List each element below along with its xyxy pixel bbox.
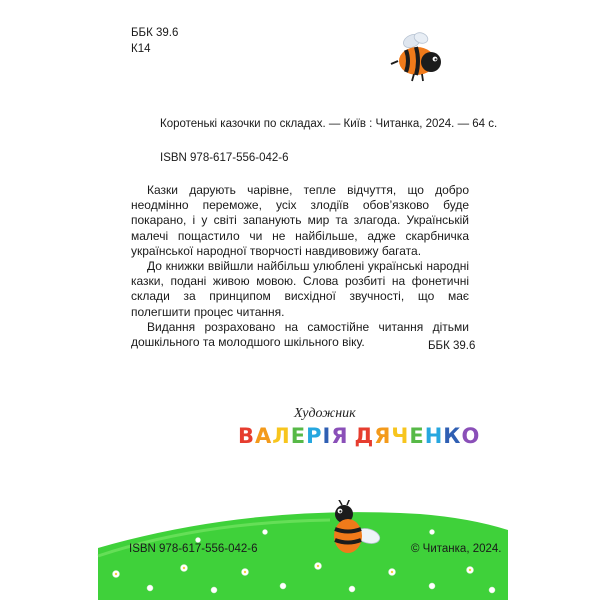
annotation-paragraph: Видання розраховано на самостійне читання дітьми дошкільного та молодшого шкільного віку. [131, 319, 469, 350]
artist-label: Художник [294, 406, 356, 421]
artist-name-letter: Я [374, 424, 392, 448]
isbn-footer: ISBN 978-617-556-042-6 [129, 543, 258, 555]
bbk-code-top: ББК 39.6 [131, 27, 179, 39]
artist-name-letter: І [322, 424, 332, 448]
annotation-paragraph: До книжки ввійшли найбільш улюблені українські народні казки, подані живою мовою. Слова розбиті на фонетичні склади за принципом висхідної звучності, що має полегшити процес читання. [131, 259, 469, 319]
copyright-notice: © Читанка, 2024. [411, 543, 502, 555]
author-code: К14 [131, 43, 151, 55]
artist-name-letter: В [238, 424, 256, 448]
artist-name-letter: Я [331, 424, 349, 448]
artist-name-letter: Н [424, 424, 444, 448]
artist-name-letter: Е [409, 424, 425, 448]
isbn-main: ISBN 978-617-556-042-6 [160, 152, 289, 164]
bibliographic-citation: Коротенькі казочки по складах. — Київ : Читанка, 2024. — 64 с. [160, 118, 498, 130]
artist-name-letter: А [255, 424, 273, 448]
artist-name-letter: О [461, 424, 481, 448]
artist-name-letter: Л [272, 424, 291, 448]
bbk-code-bottom: ББК 39.6 [428, 340, 476, 352]
artist-name-letter: К [443, 424, 462, 448]
artist-name-letter: Д [354, 424, 375, 448]
artist-name-letter: Ч [391, 424, 410, 448]
bee-illustration-bottom [318, 500, 384, 564]
annotation-paragraph: Казки дарують чарівне, тепле відчуття, що добро неодмінно переможе, усіх злодіїв обов’язково буде покарано, і у світі запанують мир та злагода. Українській малечі пощастило чи не найбільше, адже скарбничка української народної творчості навдивовижу багата. [131, 183, 469, 258]
artist-name-letter: Е [290, 424, 307, 448]
artist-name-letter: Р [306, 424, 323, 448]
